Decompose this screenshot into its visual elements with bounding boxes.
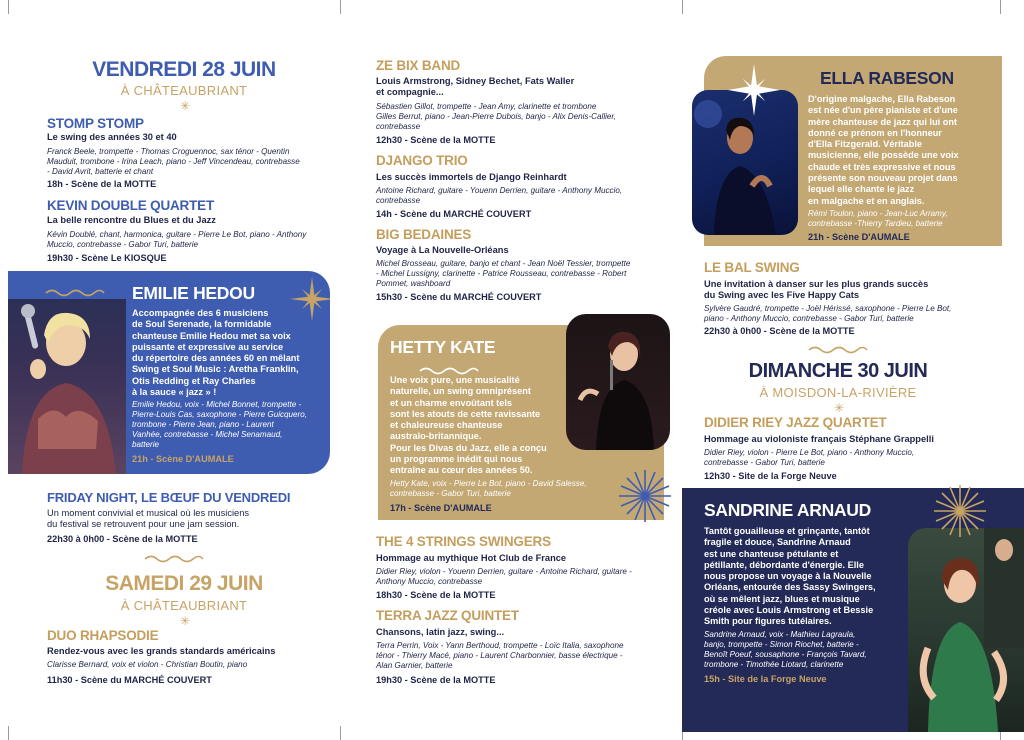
- event-time: 19h30 - Scène Le KIOSQUE: [47, 253, 167, 263]
- event-credits-line: Sylvère Gaudré, trompette - Joël Hérissé, saxophone - Pierre Le Bot,: [704, 304, 952, 313]
- feature-desc-line: mère chanteuse de jazz qui lui ont: [808, 116, 958, 127]
- event-subtitle: Le swing des années 30 et 40: [47, 132, 177, 142]
- event-time: 18h - Scène de la MOTTE: [47, 179, 157, 189]
- event-time: 12h30 - Site de la Forge Neuve: [704, 471, 837, 481]
- wave-ornament: [143, 553, 205, 563]
- feature-credits-line: trombone - Pierre Jean, piano - Laurent: [132, 420, 274, 429]
- feature-desc-line: Smith pour figures tutélaires.: [704, 616, 832, 627]
- event-credits-line: Antoine Richard, guitare - Youenn Derrien, guitare - Anthony Muccio,: [376, 186, 623, 195]
- event-subtitle-line: Chansons, latin jazz, swing...: [376, 627, 505, 637]
- feature-desc-line: où se mêlent jazz, blues et musique: [704, 593, 860, 604]
- feature-desc-line: Pour les Divas du Jazz, elle a conçu: [390, 442, 547, 453]
- feature-time: 21h - Scène D'AUMALE: [132, 454, 234, 464]
- asterisk-ornament: ✳: [834, 401, 845, 415]
- feature-desc-line: donné ce prénom en l'honneur: [808, 127, 942, 138]
- star-icon: [617, 468, 673, 524]
- feature-desc-line: Une voix pure, une musicalité: [390, 375, 520, 385]
- feature-time: 21h - Scène D'AUMALE: [808, 232, 910, 242]
- event-subtitle: La belle rencontre du Blues et du Jazz: [47, 215, 216, 225]
- event-title: THE 4 STRINGS SWINGERS: [376, 534, 551, 549]
- feature-credits-line: trombone - Timothée Liotard, clarinette: [704, 660, 844, 669]
- feature-desc-line: australo-britannique.: [390, 431, 482, 442]
- feature-credits-line: Pierre-Louis Cas, saxophone - Pierre Guicquero,: [132, 410, 307, 419]
- asterisk-ornament: ✳: [180, 614, 191, 628]
- feature-desc-line: est née d'un père pianiste et d'une: [808, 105, 958, 116]
- feature-title: EMILIE HEDOU: [132, 283, 255, 303]
- event-title: ZE BIX BAND: [376, 58, 461, 73]
- event-subtitle-line: Une invitation à danser sur les plus grands succès: [704, 279, 929, 289]
- feature-desc-line: et un charme envoûtant tels: [390, 397, 513, 408]
- feature-title: HETTY KATE: [390, 337, 496, 357]
- event-subtitle-line: du Swing avec les Five Happy Cats: [704, 290, 860, 300]
- feature-desc-line: du répertoire des années 60 en mêlant: [132, 353, 300, 364]
- event-credits-line: Gilles Berrut, piano - Jean-Pierre Dubois, banjo - Alix Denis-Callier,: [376, 112, 616, 121]
- feature-credits-line: Emilie Hedou, voix - Michel Bonnet, trompette -: [132, 400, 302, 409]
- feature-credits-line: contrebasse - Gabor Turi, batterie: [390, 489, 511, 498]
- event-subtitle: Rendez-vous avec les grands standards américains: [47, 646, 276, 656]
- feature-desc-line: en malgache et en anglais.: [808, 195, 925, 206]
- event-credits-line: Michel Brosseau, guitare, banjo et chant - Jean Noël Tessier, trompette: [376, 259, 631, 268]
- column-saturday: [340, 0, 682, 740]
- feature-time: 17h - Scène D'AUMALE: [390, 503, 492, 513]
- feature-desc-line: Accompagnée des 6 musiciens: [132, 308, 269, 318]
- event-credits-line: contrebasse - Gabor Turi, batterie: [704, 458, 825, 467]
- day-place-saturday: À CHÂTEAUBRIANT: [120, 598, 248, 613]
- feature-box-emilie-hedou: [8, 271, 330, 474]
- event-credits-line: Anthony Muccio, contrebasse: [376, 577, 483, 586]
- event-credits-line: Muccio, contrebasse - Gabor Turi, batterie: [47, 240, 198, 249]
- feature-desc-line: musicienne, elle possède une voix: [808, 150, 959, 161]
- event-title: DJANGO TRIO: [376, 153, 468, 168]
- feature-desc-line: pétillante, débordante d'énergie. Elle: [704, 559, 864, 570]
- event-credits-line: ténor - Thierry Macé, piano - Laurent Charbonnier, basse électrique -: [376, 651, 623, 660]
- feature-desc-line: est une chanteuse pétulante et: [704, 548, 839, 559]
- event-subtitle-line: Hommage au violoniste français Stéphane Grappelli: [704, 434, 934, 444]
- feature-desc-line: chanteuse Emilie Hedou met sa voix: [132, 330, 291, 341]
- feature-desc-line: Tantôt gouailleuse et grinçante, tantôt: [704, 526, 870, 536]
- event-time: 22h30 à 0h00 - Scène de la MOTTE: [47, 534, 198, 544]
- artist-photo-emilie-hedou: [8, 299, 126, 474]
- event-credits-line: Sébastien Gillot, trompette - Jean Amy, clarinette et trombone: [376, 102, 597, 111]
- feature-desc-line: Swing et Soul Music : Aretha Franklin,: [132, 364, 299, 375]
- feature-credits-line: Sandrine Arnaud, voix - Mathieu Lagraula,: [704, 630, 856, 639]
- feature-credits-line: batterie: [132, 440, 159, 449]
- event-credits-line: Mauduit, trombone - Irina Leach, piano - Jeff Vincendeau, contrebasse: [47, 157, 300, 166]
- column-friday: [0, 0, 340, 740]
- event-credits-line: Franck Beele, trompette - Thomas Croguennoc, sax ténor - Quentin: [47, 147, 290, 156]
- event-title: BIG BEDAINES: [376, 227, 472, 242]
- event-title: DIDIER RIEY JAZZ QUARTET: [704, 415, 887, 430]
- event-time: 14h - Scène du MARCHÉ COUVERT: [376, 209, 532, 219]
- asterisk-ornament: ✳: [180, 99, 191, 113]
- event-credits-line: - Michel Lussigny, clarinette - Patrice Rousseau, contrebasse - Robert: [376, 269, 627, 278]
- event-time: 11h30 - Scène du MARCHÉ COUVERT: [47, 675, 212, 685]
- feature-title: ELLA RABESON: [820, 68, 954, 88]
- feature-desc-line: d'Ella Fitzgerald. Véritable: [808, 139, 922, 150]
- event-subtitle-line: Les succès immortels de Django Reinhardt: [376, 172, 567, 182]
- wave-ornament: [418, 365, 480, 375]
- day-place-friday: À CHÂTEAUBRIANT: [120, 83, 248, 98]
- feature-desc-line: de Soul Serenade, la formidable: [132, 319, 272, 330]
- artist-photo-sandrine-arnaud: [908, 528, 1024, 732]
- feature-desc-line: D'origine malgache, Ella Rabeson: [808, 94, 956, 104]
- event-title: LE BAL SWING: [704, 260, 800, 275]
- event-subtitle-line: Louis Armstrong, Sidney Bechet, Fats Waller: [376, 76, 575, 86]
- feature-credits-line: Rémi Toulon, piano - Jean-Luc Arramy,: [808, 209, 948, 218]
- event-subtitle-line: du festival se retrouvent pour une jam session.: [47, 519, 240, 529]
- event-title: STOMP STOMP: [47, 116, 144, 131]
- event-credits-line: Alan Garnier, batterie: [376, 661, 453, 670]
- event-credits-line: Didier Riey, violon - Youenn Derrien, guitare - Antoine Richard, guitare -: [376, 567, 632, 576]
- feature-desc-line: puissante et expressive au service: [132, 341, 284, 352]
- event-time: 19h30 - Scène de la MOTTE: [376, 675, 496, 685]
- event-subtitle-line: Voyage à La Nouvelle-Orléans: [376, 245, 509, 255]
- feature-desc-line: et chaleureuse chanteuse: [390, 420, 503, 431]
- star-icon: [932, 483, 988, 539]
- event-time: 18h30 - Scène de la MOTTE: [376, 590, 496, 600]
- event-title: FRIDAY NIGHT, LE BŒUF DU VENDREDI: [47, 490, 291, 505]
- feature-desc-line: chaude et très expressive et nous: [808, 161, 956, 172]
- wave-ornament: [44, 287, 106, 297]
- feature-desc-line: naturelle, un swing omniprésent: [390, 386, 531, 397]
- feature-credits-line: Vanhée, contrebasse - Michel Senamaud,: [132, 430, 283, 439]
- event-credits-line: Didier Riey, violon - Pierre Le Bot, piano - Anthony Muccio,: [704, 448, 915, 457]
- day-title-sunday: DIMANCHE 30 JUIN: [748, 360, 928, 382]
- feature-time: 15h - Site de la Forge Neuve: [704, 674, 827, 684]
- event-credits-line: Terra Perrin, Voix - Yann Berthoud, trompette - Loïc Italia, saxophone: [376, 641, 624, 650]
- feature-credits-line: banjo, trompette - Simon Riochet, batterie -: [704, 640, 859, 649]
- feature-desc-line: Otis Redding et Ray Charles: [132, 375, 256, 386]
- feature-desc-line: présente son nouveau projet dans: [808, 173, 958, 184]
- feature-credits-line: Benoît Poeuf, sousaphone - François Tavard,: [704, 650, 867, 659]
- event-credits-line: contrebasse: [376, 196, 421, 205]
- feature-desc-line: nous propose un voyage à la Nouvelle: [704, 571, 872, 582]
- feature-credits-line: contrebasse -Thierry Tardieu, batterie: [808, 219, 943, 228]
- feature-desc-line: Orléans, entourée des Sassy Swingers,: [704, 582, 876, 593]
- feature-title: SANDRINE ARNAUD: [704, 500, 871, 520]
- feature-desc-line: fragile et douce, Sandrine Arnaud: [704, 537, 851, 548]
- feature-desc-line: à la sauce « jazz » !: [132, 387, 217, 398]
- feature-desc-line: un programme inédit qui nous: [390, 454, 523, 465]
- column-sunday: [682, 0, 1024, 740]
- day-title-saturday: SAMEDI 29 JUIN: [105, 572, 263, 595]
- event-time: 22h30 à 0h00 - Scène de la MOTTE: [704, 326, 855, 336]
- event-credits-line: Kévin Doublé, chant, harmonica, guitare - Pierre Le Bot, piano - Anthony: [47, 230, 307, 239]
- event-subtitle-line: et compagnie...: [376, 87, 444, 97]
- event-title: KEVIN DOUBLE QUARTET: [47, 198, 215, 213]
- wave-ornament: [807, 344, 869, 354]
- event-time: 12h30 - Scène de la MOTTE: [376, 135, 496, 145]
- event-credits-line: contrebasse: [376, 122, 421, 131]
- feature-desc-line: entraîne au cœur des années 50.: [390, 465, 533, 476]
- star-icon: [728, 64, 780, 116]
- feature-desc-line: créole avec Louis Armstrong et Bessie: [704, 605, 874, 616]
- event-time: 15h30 - Scène du MARCHÉ COUVERT: [376, 292, 542, 302]
- event-credits-line: Clarisse Bernard, voix et violon - Christian Boutin, piano: [47, 660, 248, 669]
- day-place-sunday: À MOISDON-LA-RIVIÈRE: [759, 385, 917, 400]
- day-title-friday: VENDREDI 28 JUIN: [92, 58, 276, 81]
- event-title: DUO RHAPSODIE: [47, 628, 159, 643]
- feature-desc-line: sont les atouts de cette ravissante: [390, 408, 541, 419]
- event-title: TERRA JAZZ QUINTET: [376, 608, 519, 623]
- feature-credits-line: Hetty Kate, voix - Pierre Le Bot, piano - David Salesse,: [390, 479, 587, 488]
- event-subtitle-line: Un moment convivial et musical où les musiciens: [47, 508, 250, 518]
- event-subtitle-line: Hommage au mythique Hot Club de France: [376, 553, 567, 563]
- event-credits-line: - David Avrit, batterie et chant: [47, 167, 154, 176]
- feature-desc-line: lequel elle chante le jazz: [808, 184, 915, 195]
- artist-photo-hetty-kate: [566, 314, 670, 450]
- event-credits-line: Pommet, washboard: [376, 279, 451, 288]
- event-credits-line: piano - Anthony Muccio, contrebasse - Gabor Turi, batterie: [704, 314, 914, 323]
